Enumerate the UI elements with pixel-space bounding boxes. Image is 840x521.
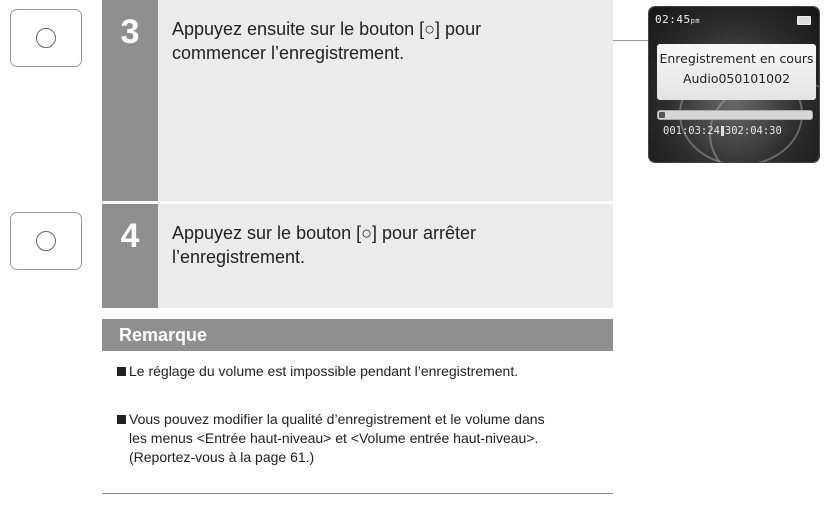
step-number: 4 <box>120 217 140 255</box>
bullet-square-icon <box>117 367 126 376</box>
remark-item <box>117 362 557 381</box>
circle-button-icon-box <box>10 212 82 270</box>
bottom-divider <box>102 493 613 494</box>
step-number: 3 <box>120 13 140 51</box>
battery-icon <box>797 16 811 25</box>
clock <box>655 13 700 26</box>
step-3 <box>102 0 613 201</box>
circle-button-icon-box <box>10 9 82 67</box>
elapsed-time: 001:03:24 <box>663 125 720 137</box>
remaining-time: 302:04:30 <box>724 125 782 137</box>
step-text: Appuyez sur le bouton [○] pour arrêter l’enregistrement. <box>172 223 477 267</box>
step-4 <box>102 201 613 308</box>
clock-time: 02:45 <box>655 13 691 26</box>
recording-progress-bar <box>657 110 813 120</box>
progress-knob <box>659 112 665 118</box>
remark-item <box>117 410 557 467</box>
step-text: Appuyez ensuite sur le bouton [○] pour commencer l’enregistrement. <box>172 19 482 63</box>
remark-title: Remarque <box>119 325 208 345</box>
remark-header <box>102 319 613 351</box>
remark-item-text: Le réglage du volume est impossible pendant l’enregistrement. <box>129 363 519 379</box>
remark-item-text: Vous pouvez modifier la qualité d’enregistrement et le volume dans les menus <Entrée haut-niveau> et <Volume entrée haut-niveau>. (Reportez-vous à la page 61.) <box>129 411 545 465</box>
bullet-square-icon <box>117 415 126 424</box>
leader-line <box>613 40 650 41</box>
recording-times <box>663 125 782 137</box>
recording-status-box <box>657 44 816 100</box>
recording-file-name: Audio050101002 <box>682 71 791 86</box>
circle-button-icon <box>36 28 56 48</box>
device-screen <box>649 7 819 162</box>
clock-suffix: pm <box>690 17 701 25</box>
time-separator <box>721 126 724 136</box>
circle-button-icon <box>36 231 56 251</box>
recording-status-title: Enregistrement en cours <box>659 51 814 66</box>
